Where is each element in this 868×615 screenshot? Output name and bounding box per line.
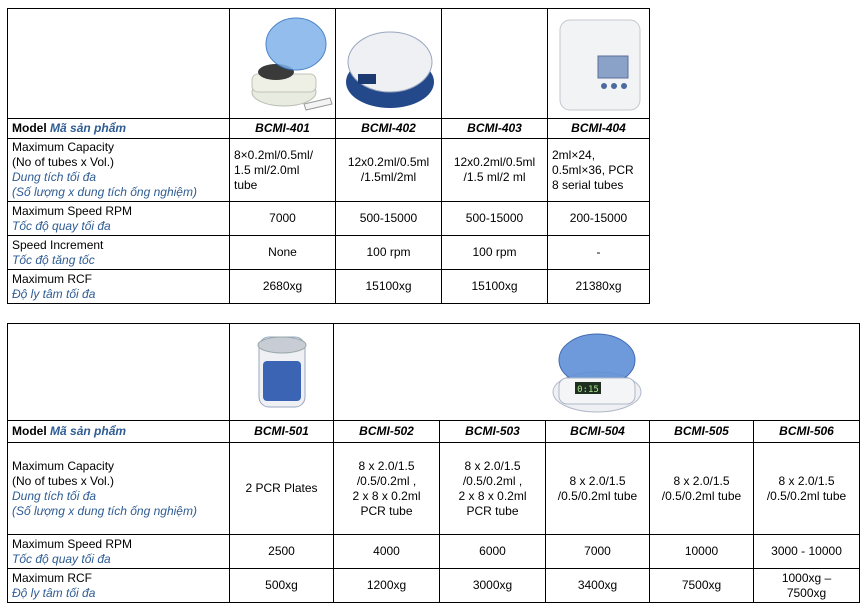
- table-row-max-rcf: [8, 270, 650, 304]
- spec-cell: 2ml×24, 0.5ml×36, PCR 8 serial tubes: [548, 139, 650, 202]
- table-row-max-speed: [8, 202, 650, 236]
- row-label-en: Maximum Capacity (No of tubes x Vol.): [12, 140, 115, 169]
- spec-table-bcmi-400: [7, 8, 650, 304]
- spec-cell: 7000: [230, 202, 336, 236]
- model-header-en: Model: [12, 424, 47, 438]
- model-name: BCMI-505: [650, 421, 754, 443]
- spec-cell: 200-15000: [548, 202, 650, 236]
- row-label: [8, 236, 230, 270]
- spec-cell: 8 x 2.0/1.5 /0.5/0.2ml tube: [546, 443, 650, 535]
- spec-cell: 2500: [230, 535, 334, 569]
- product-image-bcmi-501: [230, 324, 334, 421]
- spec-cell: 8 x 2.0/1.5 /0.5/0.2ml tube: [754, 443, 860, 535]
- row-label: [8, 139, 230, 202]
- spec-cell: 8 x 2.0/1.5 /0.5/0.2ml , 2 x 8 x 0.2ml PCR tube: [334, 443, 440, 535]
- model-header-vi: Mã sản phẩm: [50, 424, 127, 438]
- spec-cell: 15100xg: [336, 270, 442, 304]
- row-label-vi: Độ ly tâm tối đa: [12, 585, 96, 600]
- model-name: BCMI-404: [548, 119, 650, 139]
- row-label-vi: Tốc độ quay tối đa: [12, 218, 111, 233]
- row-label-en: Maximum RCF: [12, 271, 92, 286]
- row-label-en: Maximum Speed RPM: [12, 536, 133, 551]
- spec-cell: 10000: [650, 535, 754, 569]
- row-label: [8, 270, 230, 304]
- spec-cell: 500-15000: [336, 202, 442, 236]
- spec-cell: 8 x 2.0/1.5 /0.5/0.2ml , 2 x 8 x 0.2ml PCR tube: [440, 443, 546, 535]
- spec-cell: 3000xg: [440, 569, 546, 603]
- spec-cell: 500-15000: [442, 202, 548, 236]
- header-empty-cell: [8, 324, 230, 421]
- model-header-vi: Mã sản phẩm: [50, 121, 127, 135]
- product-image-bcmi-502-506: [334, 324, 860, 421]
- row-label-en: Speed Increment: [12, 237, 104, 252]
- model-name: BCMI-504: [546, 421, 650, 443]
- row-label: [8, 535, 230, 569]
- row-label-vi: Tốc độ tăng tốc: [12, 252, 95, 267]
- spec-cell: 8 x 2.0/1.5 /0.5/0.2ml tube: [650, 443, 754, 535]
- model-header-cell: [8, 119, 230, 139]
- row-label-en: Maximum RCF: [12, 570, 92, 585]
- spec-cell: 12x0.2ml/0.5ml /1.5 ml/2 ml: [442, 139, 548, 202]
- table-row-max-speed: [8, 535, 860, 569]
- model-name: BCMI-506: [754, 421, 860, 443]
- model-name: BCMI-502: [334, 421, 440, 443]
- spec-cell: 1000xg – 7500xg: [754, 569, 860, 603]
- spec-cell: None: [230, 236, 336, 270]
- spec-cell: 100 rpm: [336, 236, 442, 270]
- spec-cell: 2680xg: [230, 270, 336, 304]
- spec-cell: 6000: [440, 535, 546, 569]
- table-row-speed-increment: [8, 236, 650, 270]
- model-name: BCMI-501: [230, 421, 334, 443]
- spec-cell: 7000: [546, 535, 650, 569]
- row-label-en: Maximum Capacity (No of tubes x Vol.): [12, 458, 115, 488]
- spec-cell: 12x0.2ml/0.5ml /1.5ml/2ml: [336, 139, 442, 202]
- model-name: BCMI-401: [230, 119, 336, 139]
- spec-table-bcmi-500: [7, 323, 860, 603]
- spec-cell: 15100xg: [442, 270, 548, 304]
- model-name: BCMI-503: [440, 421, 546, 443]
- spec-cell: 2 PCR Plates: [230, 443, 334, 535]
- model-name: BCMI-402: [336, 119, 442, 139]
- spec-cell: 8×0.2ml/0.5ml/ 1.5 ml/2.0ml tube: [230, 139, 336, 202]
- table-row-max-capacity: [8, 443, 860, 535]
- row-label: [8, 202, 230, 236]
- model-name: BCMI-403: [442, 119, 548, 139]
- spec-cell: 500xg: [230, 569, 334, 603]
- spec-cell: 1200xg: [334, 569, 440, 603]
- table-row-max-capacity: [8, 139, 650, 202]
- row-label-vi: Dung tích tối đa (Số lượng x dung tích ống nghiệm): [12, 488, 197, 518]
- row-label-en: Maximum Speed RPM: [12, 203, 133, 218]
- row-label: [8, 569, 230, 603]
- product-image-bcmi-404: [548, 9, 650, 119]
- product-image-bcmi-401: [230, 9, 336, 119]
- spec-cell: 3400xg: [546, 569, 650, 603]
- row-label-vi: Dung tích tối đa (Số lượng x dung tích ống nghiệm): [12, 170, 197, 199]
- product-image-bcmi-402: [336, 9, 442, 119]
- row-label-vi: Tốc độ quay tối đa: [12, 551, 111, 566]
- spec-cell: 7500xg: [650, 569, 754, 603]
- spec-cell: 100 rpm: [442, 236, 548, 270]
- spec-cell: -: [548, 236, 650, 270]
- header-empty-cell: [442, 9, 548, 119]
- row-label: [8, 443, 230, 535]
- spec-cell: 21380xg: [548, 270, 650, 304]
- spec-cell: 4000: [334, 535, 440, 569]
- display-readout: 0:15: [576, 385, 599, 395]
- row-label-vi: Độ ly tâm tối đa: [12, 286, 96, 301]
- model-header-cell: [8, 421, 230, 443]
- table-row-max-rcf: [8, 569, 860, 603]
- spec-cell: 3000 - 10000: [754, 535, 860, 569]
- model-header-en: Model: [12, 121, 47, 135]
- header-empty-cell: [8, 9, 230, 119]
